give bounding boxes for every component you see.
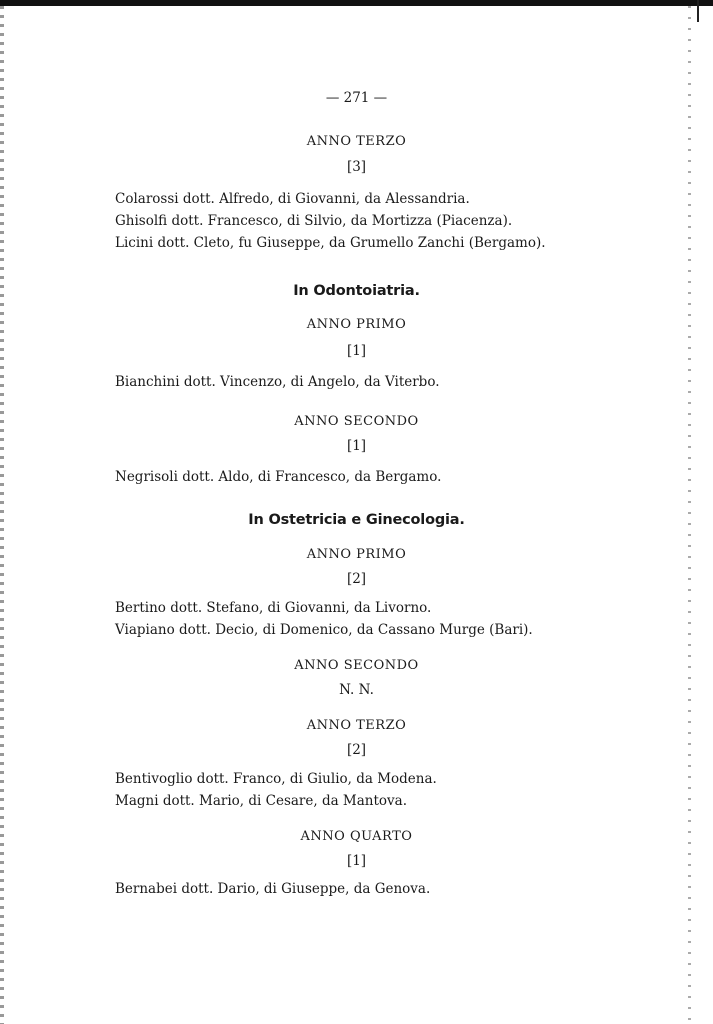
scan-top-border: [0, 0, 713, 6]
count: [1]: [346, 343, 367, 359]
entry-line: Licini dott. Cleto, fu Giuseppe, da Grumello Zanchi (Bergamo).: [115, 235, 546, 251]
year-heading: ANNO TERZO: [306, 718, 407, 733]
year-heading: ANNO QUARTO: [300, 829, 413, 844]
count: [2]: [346, 571, 367, 587]
year-heading: ANNO TERZO: [306, 134, 407, 149]
year-heading: ANNO SECONDO: [294, 658, 419, 673]
entry-line: Colarossi dott. Alfredo, di Giovanni, da Alessandria.: [115, 191, 470, 207]
count: [1]: [346, 853, 367, 869]
year-heading: ANNO PRIMO: [306, 317, 407, 332]
entry-line: Ghisolfi dott. Francesco, di Silvio, da Mortizza (Piacenza).: [115, 213, 513, 229]
count: [2]: [346, 742, 367, 758]
page-number: — 271 —: [325, 90, 388, 106]
section-heading: In Ostetricia e Ginecologia.: [248, 512, 465, 528]
entry-line: Magni dott. Mario, di Cesare, da Mantova.: [115, 793, 408, 809]
entry-line: Bianchini dott. Vincenzo, di Angelo, da Viterbo.: [115, 374, 440, 390]
year-heading: ANNO SECONDO: [294, 414, 419, 429]
entry-line: Bernabei dott. Dario, di Giuseppe, da Genova.: [115, 881, 431, 897]
entry-line: Bertino dott. Stefano, di Giovanni, da Livorno.: [115, 600, 432, 616]
count: [1]: [346, 438, 367, 454]
entry-line: Viapiano dott. Decio, di Domenico, da Cassano Murge (Bari).: [115, 622, 533, 638]
entry-line: Negrisoli dott. Aldo, di Francesco, da Bergamo.: [115, 469, 442, 485]
count: N. N.: [339, 682, 374, 698]
count: [3]: [346, 159, 367, 175]
section-heading: In Odontoiatria.: [293, 283, 420, 299]
year-heading: ANNO PRIMO: [306, 547, 407, 562]
entry-line: Bentivoglio dott. Franco, di Giulio, da Modena.: [115, 771, 437, 787]
scan-right-mark: [697, 0, 699, 22]
